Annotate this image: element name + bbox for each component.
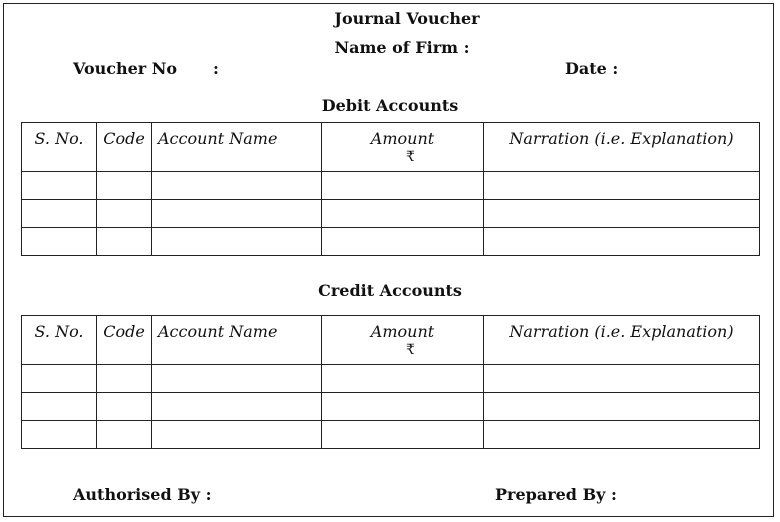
narration-column-header: Narration (i.e. Explanation) bbox=[484, 316, 760, 365]
table-cell[interactable] bbox=[22, 228, 97, 256]
account-name-column-header: Account Name bbox=[152, 123, 322, 172]
table-cell[interactable] bbox=[484, 393, 760, 421]
table-cell[interactable] bbox=[152, 200, 322, 228]
authorised-by-label: Authorised By : bbox=[73, 485, 212, 504]
table-cell[interactable] bbox=[22, 421, 97, 449]
rupee-symbol: ₹ bbox=[406, 149, 415, 165]
table-cell[interactable] bbox=[97, 228, 152, 256]
table-cell[interactable] bbox=[484, 421, 760, 449]
table-cell[interactable] bbox=[322, 393, 484, 421]
table-cell[interactable] bbox=[22, 365, 97, 393]
credit-accounts-heading: Credit Accounts bbox=[318, 281, 462, 300]
table-cell[interactable] bbox=[152, 421, 322, 449]
voucher-title: Journal Voucher bbox=[334, 9, 480, 28]
sno-column-header: S. No. bbox=[22, 316, 97, 365]
table-row bbox=[22, 228, 760, 256]
table-header-row bbox=[22, 123, 760, 172]
table-cell[interactable] bbox=[22, 200, 97, 228]
account-name-column-header: Account Name bbox=[152, 316, 322, 365]
journal-voucher-form bbox=[3, 3, 774, 517]
table-cell[interactable] bbox=[322, 172, 484, 200]
prepared-by-label: Prepared By : bbox=[495, 485, 617, 504]
rupee-symbol: ₹ bbox=[406, 342, 415, 358]
table-cell[interactable] bbox=[322, 365, 484, 393]
voucher-no-colon: : bbox=[213, 59, 219, 78]
debit-accounts-table bbox=[21, 122, 760, 256]
table-cell[interactable] bbox=[97, 421, 152, 449]
narration-column-header: Narration (i.e. Explanation) bbox=[484, 123, 760, 172]
table-cell[interactable] bbox=[22, 393, 97, 421]
table-row bbox=[22, 421, 760, 449]
voucher-no-label: Voucher No bbox=[73, 59, 178, 78]
sno-column-header: S. No. bbox=[22, 123, 97, 172]
table-row bbox=[22, 172, 760, 200]
table-row bbox=[22, 393, 760, 421]
table-header-row bbox=[22, 316, 760, 365]
table-cell[interactable] bbox=[484, 365, 760, 393]
table-cell[interactable] bbox=[322, 200, 484, 228]
table-cell[interactable] bbox=[97, 393, 152, 421]
table-cell[interactable] bbox=[152, 365, 322, 393]
table-cell[interactable] bbox=[484, 172, 760, 200]
amount-column-header: Amount ₹ bbox=[322, 123, 484, 172]
table-cell[interactable] bbox=[152, 393, 322, 421]
credit-accounts-table bbox=[21, 315, 760, 449]
table-cell[interactable] bbox=[97, 365, 152, 393]
table-cell[interactable] bbox=[484, 228, 760, 256]
table-cell[interactable] bbox=[322, 228, 484, 256]
table-cell[interactable] bbox=[97, 200, 152, 228]
table-row bbox=[22, 365, 760, 393]
table-cell[interactable] bbox=[152, 228, 322, 256]
firm-name-label: Name of Firm : bbox=[334, 38, 470, 57]
table-cell[interactable] bbox=[484, 200, 760, 228]
table-cell[interactable] bbox=[152, 172, 322, 200]
table-row bbox=[22, 200, 760, 228]
table-cell[interactable] bbox=[322, 421, 484, 449]
debit-accounts-heading: Debit Accounts bbox=[321, 96, 459, 115]
amount-column-header: Amount ₹ bbox=[322, 316, 484, 365]
date-label: Date : bbox=[565, 59, 619, 78]
code-column-header: Code bbox=[97, 316, 152, 365]
table-cell[interactable] bbox=[97, 172, 152, 200]
table-cell[interactable] bbox=[22, 172, 97, 200]
code-column-header: Code bbox=[97, 123, 152, 172]
